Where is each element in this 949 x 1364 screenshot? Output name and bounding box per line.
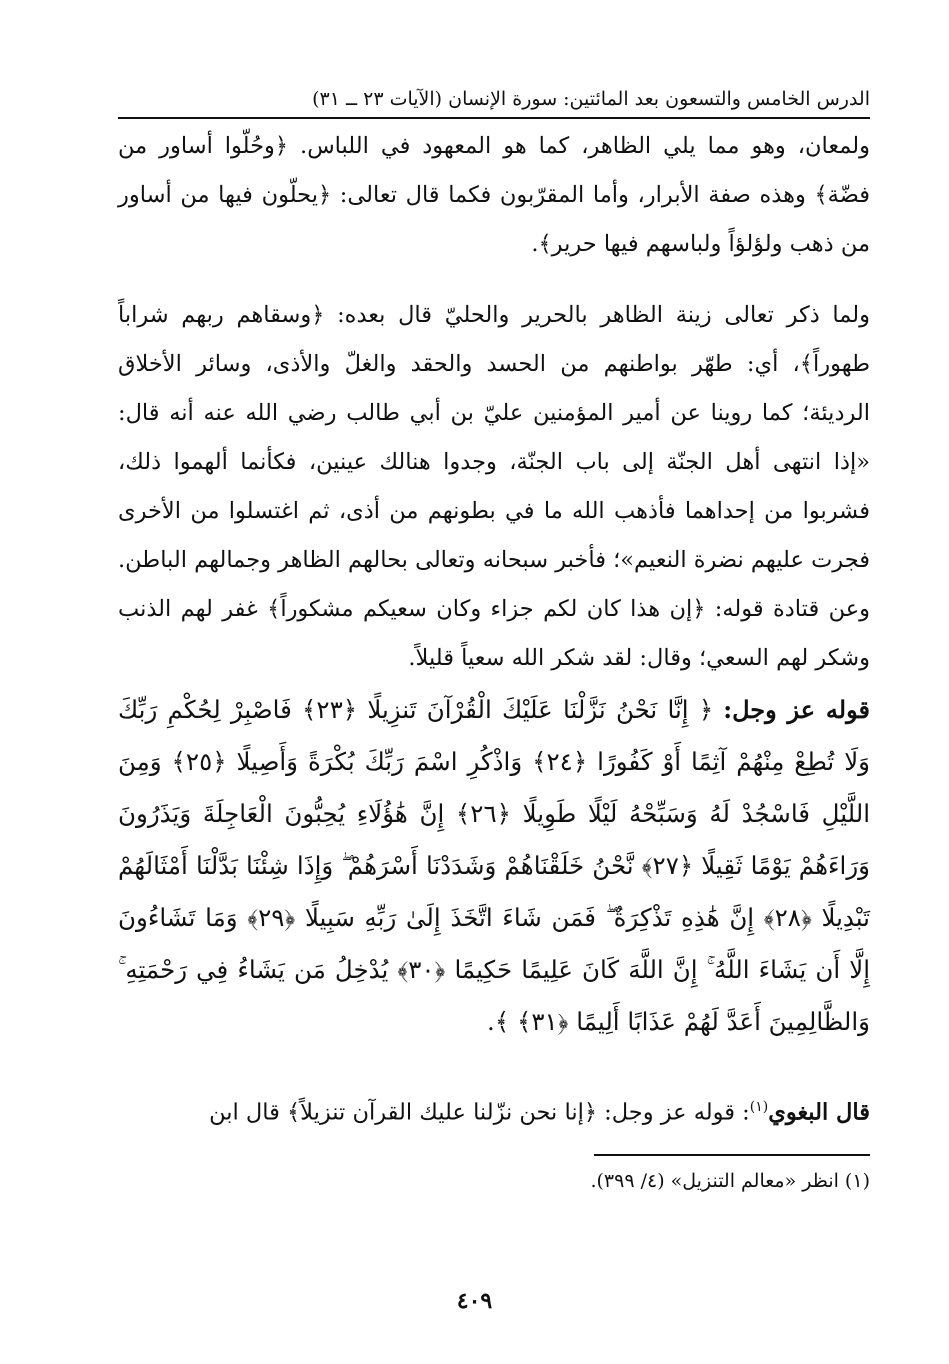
paragraph-2: ولما ذكر تعالى زينة الظاهر بالحرير والحليّ قال بعده: ﴿وسقاهم ربهم شراباً طهوراً﴾، أي: طهّر بواطنهم من الحسد والحقد والغلّ والأذى، وسائر الأخلاق الرديئة؛ كما روينا عن أمير المؤمنين عليّ بن أبي طالب رضي الله عنه أنه قال: «إذا انتهى أهل الجنّة إلى باب الجنّة، وجدوا هنالك عينين، فكأنما ألهموا ذلك، فشربوا من إحداهما فأذهب الله ما في بطونهم من أذى، ثم اغتسلوا من الأخرى فجرت عليهم نضرة النعيم»؛ فأخبر سبحانه وتعالى بحالهم الظاهر وجمالهم الباطن. وعن قتادة قوله: ﴿إن هذا كان لكم جزاء وكان سعيكم مشكوراً﴾ غفر لهم الذنب وشكر لهم السعي؛ وقال: لقد شكر الله سعياً قليلاً. [118,302,870,671]
quran-verses: ﴿ إِنَّا نَحْنُ نَزَّلْنَا عَلَيْكَ الْقُرْآنَ تَنزِيلًا ﴿٢٣﴾ فَاصْبِرْ لِحُكْمِ رَبِّكَ وَلَا تُطِعْ مِنْهُمْ آثِمًا أَوْ كَفُورًا ﴿٢٤﴾ وَاذْكُرِ اسْمَ رَبِّكَ بُكْرَةً وَأَصِيلًا ﴿٢٥﴾ وَمِنَ اللَّيْلِ فَاسْجُدْ لَهُ وَسَبِّحْهُ لَيْلًا طَوِيلًا ﴿٢٦﴾ إِنَّ هَٰؤُلَاءِ يُحِبُّونَ الْعَاجِلَةَ وَيَذَرُونَ وَرَاءَهُمْ يَوْمًا ثَقِيلًا ﴿٢٧﴾ نَّحْنُ خَلَقْنَاهُمْ وَشَدَدْنَا أَسْرَهُمْ ۖ وَإِذَا شِئْنَا بَدَّلْنَا أَمْثَالَهُمْ تَبْدِيلًا ﴿٢٨﴾ إِنَّ هَٰذِهِ تَذْكِرَةٌ ۖ فَمَن شَاءَ اتَّخَذَ إِلَىٰ رَبِّهِ سَبِيلًا ﴿٢٩﴾ وَمَا تَشَاءُونَ إِلَّا أَن يَشَاءَ اللَّهُ ۚ إِنَّ اللَّهَ كَانَ عَلِيمًا حَكِيمًا ﴿٣٠﴾ يُدْخِلُ مَن يَشَاءُ فِي رَحْمَتِهِ ۚ وَالظَّالِمِينَ أَعَدَّ لَهُمْ عَذَابًا أَلِيمًا ﴿٣١﴾ ﴾. [118,695,871,1036]
baghawi-text: : قوله عز وجل: ﴿إنا نحن نزّلنا عليك القرآن تنزيلاً﴾ قال ابن [209,1099,750,1126]
baghawi-lead: قال البغوي [768,1099,870,1126]
header-rule [118,117,870,119]
footnote-ref-mark: (١) [749,1099,769,1115]
footnote-rule [594,1154,870,1156]
page-number: ٤٠٩ [456,1288,493,1314]
paragraph-1: ولمعان، وهو مما يلي الظاهر، كما هو المعهود في اللباس. ﴿وحُلّوا أساور من فضّة﴾ وهذه صفة الأبرار، وأما المقرّبون فكما قال تعالى: ﴿يحلّون فيها من أساور من ذهب ولؤلؤاً ولباسهم فيها حرير﴾. [118,133,870,257]
footnote: (١) انظر «معالم التنزيل» (٤/ ٣٩٩). [590,1170,870,1192]
quran-passage-lead: قوله عز وجل: [723,695,870,724]
baghawi-paragraph [118,1083,870,1138]
quran-passage [118,684,870,1048]
running-head: الدرس الخامس والتسعون بعد المائتين: سورة الإنسان (الآيات ٢٣ ــ ٣١) [312,88,870,110]
